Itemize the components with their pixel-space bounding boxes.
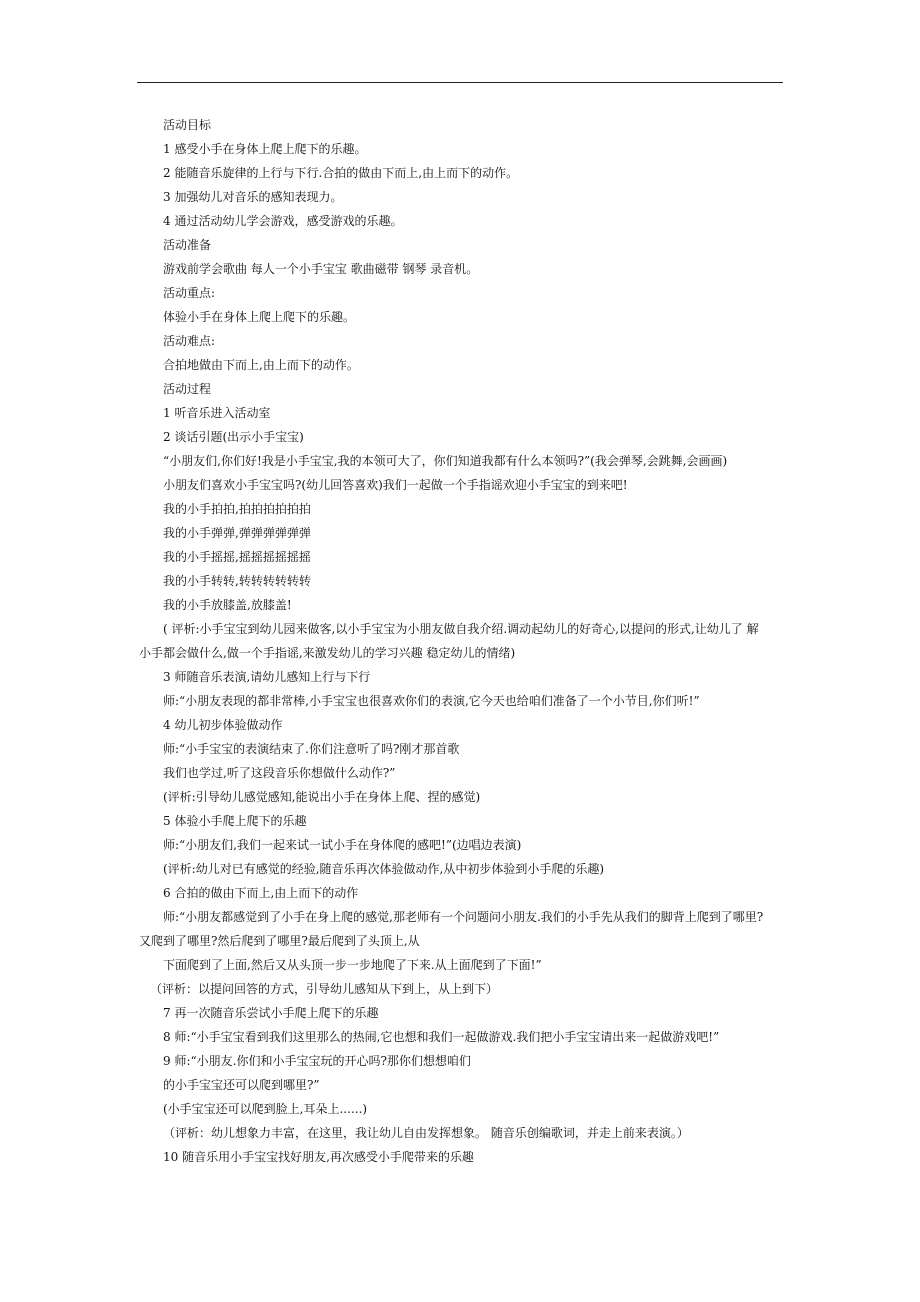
text-line: 体验小手在身体上爬上爬下的乐趣。	[163, 310, 356, 324]
text-line: 活动目标	[163, 118, 212, 132]
text-line: 1 听音乐进入活动室	[163, 406, 271, 420]
text-line: 活动重点:	[163, 286, 216, 300]
text-line: （评析：幼儿想象力丰富，在这里，我让幼儿自由发挥想象。 随音乐创编歌词，并走上前来表演。）	[163, 1126, 689, 1140]
text-line: 1 感受小手在身体上爬上爬下的乐趣。	[163, 142, 367, 156]
text-line: (评析:幼儿对已有感觉的经验,随音乐再次体验做动作,从中初步体验到小手爬的乐趣)	[163, 862, 605, 876]
text-line: 又爬到了哪里?然后爬到了哪里?最后爬到了头顶上,从	[139, 934, 420, 948]
text-line: 我的小手弹弹,弹弹弹弹弹弹	[163, 526, 311, 540]
text-line: 2 能随音乐旋律的上行与下行.合拍的做由下而上,由上而下的动作。	[163, 166, 519, 180]
text-line: 活动过程	[163, 382, 212, 396]
text-line: 小手都会做什么,做一个手指谣,来激发幼儿的学习兴趣 稳定幼儿的情绪)	[139, 646, 516, 660]
text-line: 活动难点:	[163, 334, 216, 348]
text-line: (评析:引导幼儿感觉感知,能说出小手在身体上爬、捏的感觉)	[163, 790, 481, 804]
text-line: 师:“小朋友都感觉到了小手在身上爬的感觉,那老师有一个问题问小朋友.我们的小手先从我们的脚背上爬到了哪里?	[163, 910, 764, 924]
text-line: 9 师:“小朋友.你们和小手宝宝玩的开心吗?那你们想想咱们	[163, 1054, 471, 1068]
text-line: 合拍地做由下而上,由上而下的动作。	[163, 358, 359, 372]
text-line: 的小手宝宝还可以爬到哪里?”	[163, 1078, 320, 1092]
text-line: 4 幼儿初步体验做动作	[163, 718, 283, 732]
text-line: ( 评析:小手宝宝到幼儿园来做客,以小手宝宝为小朋友做自我介绍.调动起幼儿的好奇心,以提问的形式,让幼儿了 解	[163, 622, 759, 636]
text-line: 师:“小朋友表现的都非常棒,小手宝宝也很喜欢你们的表演,它今天也给咱们准备了一个小节目,你们听!”	[163, 694, 700, 708]
text-line: 5 体验小手爬上爬下的乐趣	[163, 814, 307, 828]
text-line: （评析：以提问回答的方式，引导幼儿感知从下到上，从上到下）	[150, 982, 499, 996]
text-line: 师:“小朋友们,我们一起来试一试小手在身体爬的感吧!”(边唱边表演)	[163, 838, 522, 852]
text-line: 小朋友们喜欢小手宝宝吗?(幼儿回答喜欢)我们一起做一个手指谣欢迎小手宝宝的到来吧!	[163, 478, 628, 492]
text-line: 10 随音乐用小手宝宝找好朋友,再次感受小手爬带来的乐趣	[163, 1150, 474, 1164]
text-line: 我的小手放膝盖,放膝盖!	[163, 598, 292, 612]
text-line: 活动准备	[163, 238, 212, 252]
text-line: 2 谈话引题(出示小手宝宝)	[163, 430, 304, 444]
document-body	[0, 113, 920, 1169]
text-line: 4 通过活动幼儿学会游戏，感受游戏的乐趣。	[163, 214, 403, 228]
text-line: 3 师随音乐表演,请幼儿感知上行与下行	[163, 670, 371, 684]
text-line: 6 合拍的做由下而上,由上而下的动作	[163, 886, 359, 900]
header-rule	[137, 82, 783, 83]
text-line: 我的小手转转,转转转转转转	[163, 574, 311, 588]
text-line: 下面爬到了上面,然后又从头顶一步一步地爬了下来.从上面爬到了下面!”	[163, 958, 542, 972]
text-line: “小朋友们,你们好!我是小手宝宝,我的本领可大了，你们知道我都有什么本领吗?”(我会弹琴,会跳舞,会画画)	[163, 454, 728, 468]
text-line: (小手宝宝还可以爬到脸上,耳朵上......)	[163, 1102, 368, 1116]
text-line: 我的小手摇摇,摇摇摇摇摇摇	[163, 550, 311, 564]
text-line: 游戏前学会歌曲 每人一个小手宝宝 歌曲磁带 钢琴 录音机。	[163, 262, 479, 276]
text-line: 8 师:“小手宝宝看到我们这里那么的热闹,它也想和我们一起做游戏.我们把小手宝宝请出来一起做游戏吧!”	[163, 1030, 720, 1044]
text-line: 师:“小手宝宝的表演结束了.你们注意听了吗?刚才那首歌	[163, 742, 460, 756]
text-line: 我的小手拍拍,拍拍拍拍拍拍	[163, 502, 311, 516]
text-line: 我们也学过,听了这段音乐你想做什么动作?”	[163, 766, 396, 780]
text-line: 7 再一次随音乐尝试小手爬上爬下的乐趣	[163, 1006, 379, 1020]
text-line: 3 加强幼儿对音乐的感知表现力。	[163, 190, 343, 204]
